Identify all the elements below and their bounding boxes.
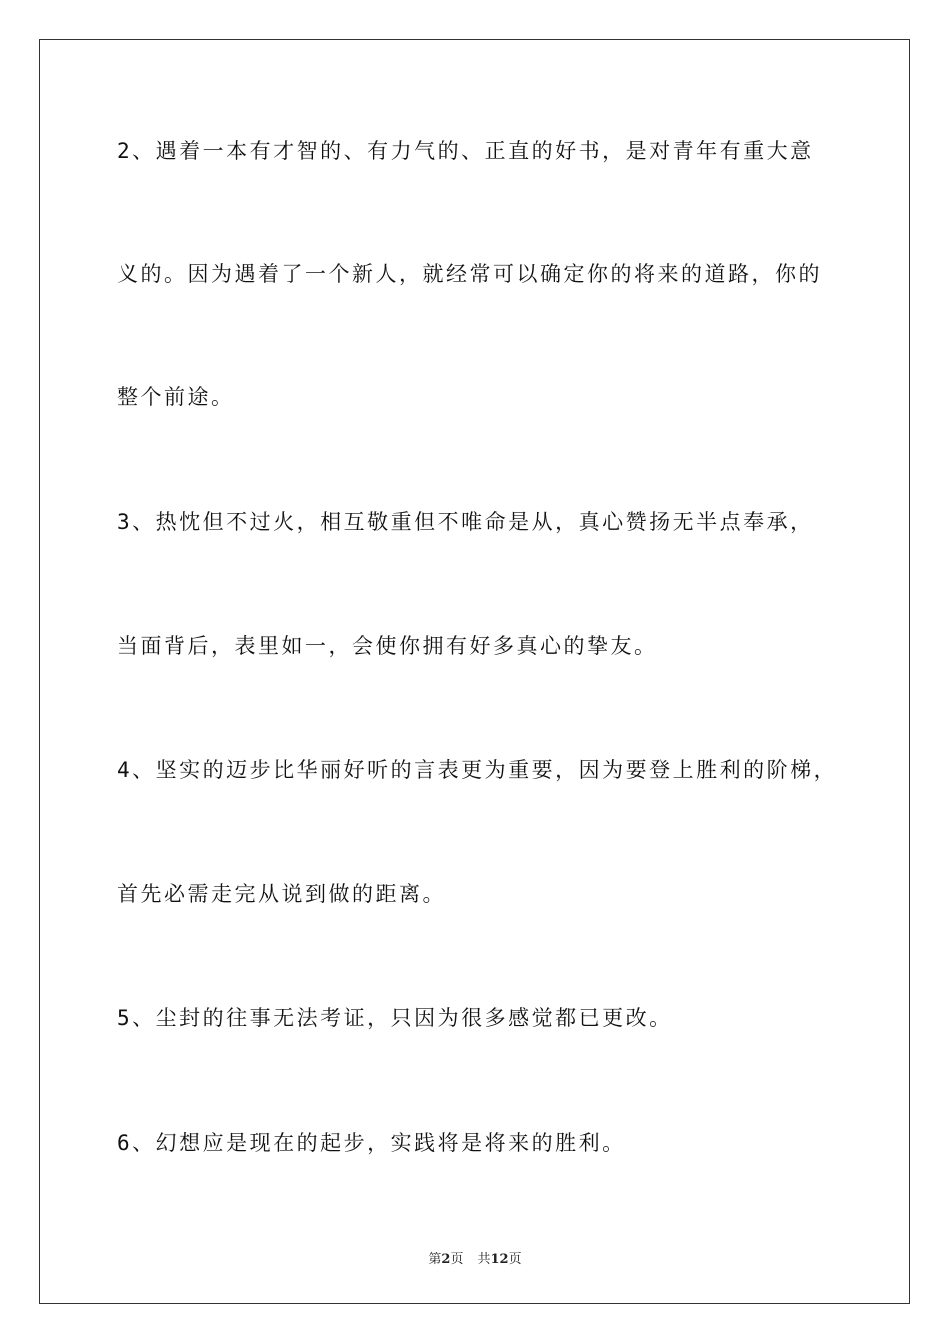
total-suffix: 页 [508, 1252, 522, 1267]
text-line: 整个前途。 [117, 385, 235, 409]
text-line: 首先必需走完从说到做的距离。 [117, 882, 446, 906]
text-line: 当面背后，表里如一，会使你拥有好多真心的挚友。 [117, 634, 658, 658]
page-border [39, 39, 910, 1304]
page-prefix: 第 [428, 1252, 442, 1267]
page-footer [0, 1248, 950, 1267]
page-suffix: 页 [450, 1252, 464, 1267]
text-line: 2、遇着一本有才智的、有力气的、正直的好书，是对青年有重大意 [117, 139, 814, 163]
text-line: 义的。因为遇着了一个新人，就经常可以确定你的将来的道路，你的 [117, 262, 822, 286]
page-number: 2 [441, 1252, 451, 1267]
total-pages: 12 [490, 1252, 509, 1267]
text-line: 3、热忱但不过火，相互敬重但不唯命是从，真心赞扬无半点奉承， [117, 510, 814, 534]
text-line: 6、幻想应是现在的起步，实践将是将来的胜利。 [117, 1131, 626, 1155]
total-prefix: 共 [477, 1252, 491, 1267]
text-line: 4、坚实的迈步比华丽好听的言表更为重要，因为要登上胜利的阶梯， [117, 758, 838, 782]
text-line: 5、尘封的往事无法考证，只因为很多感觉都已更改。 [117, 1006, 673, 1030]
